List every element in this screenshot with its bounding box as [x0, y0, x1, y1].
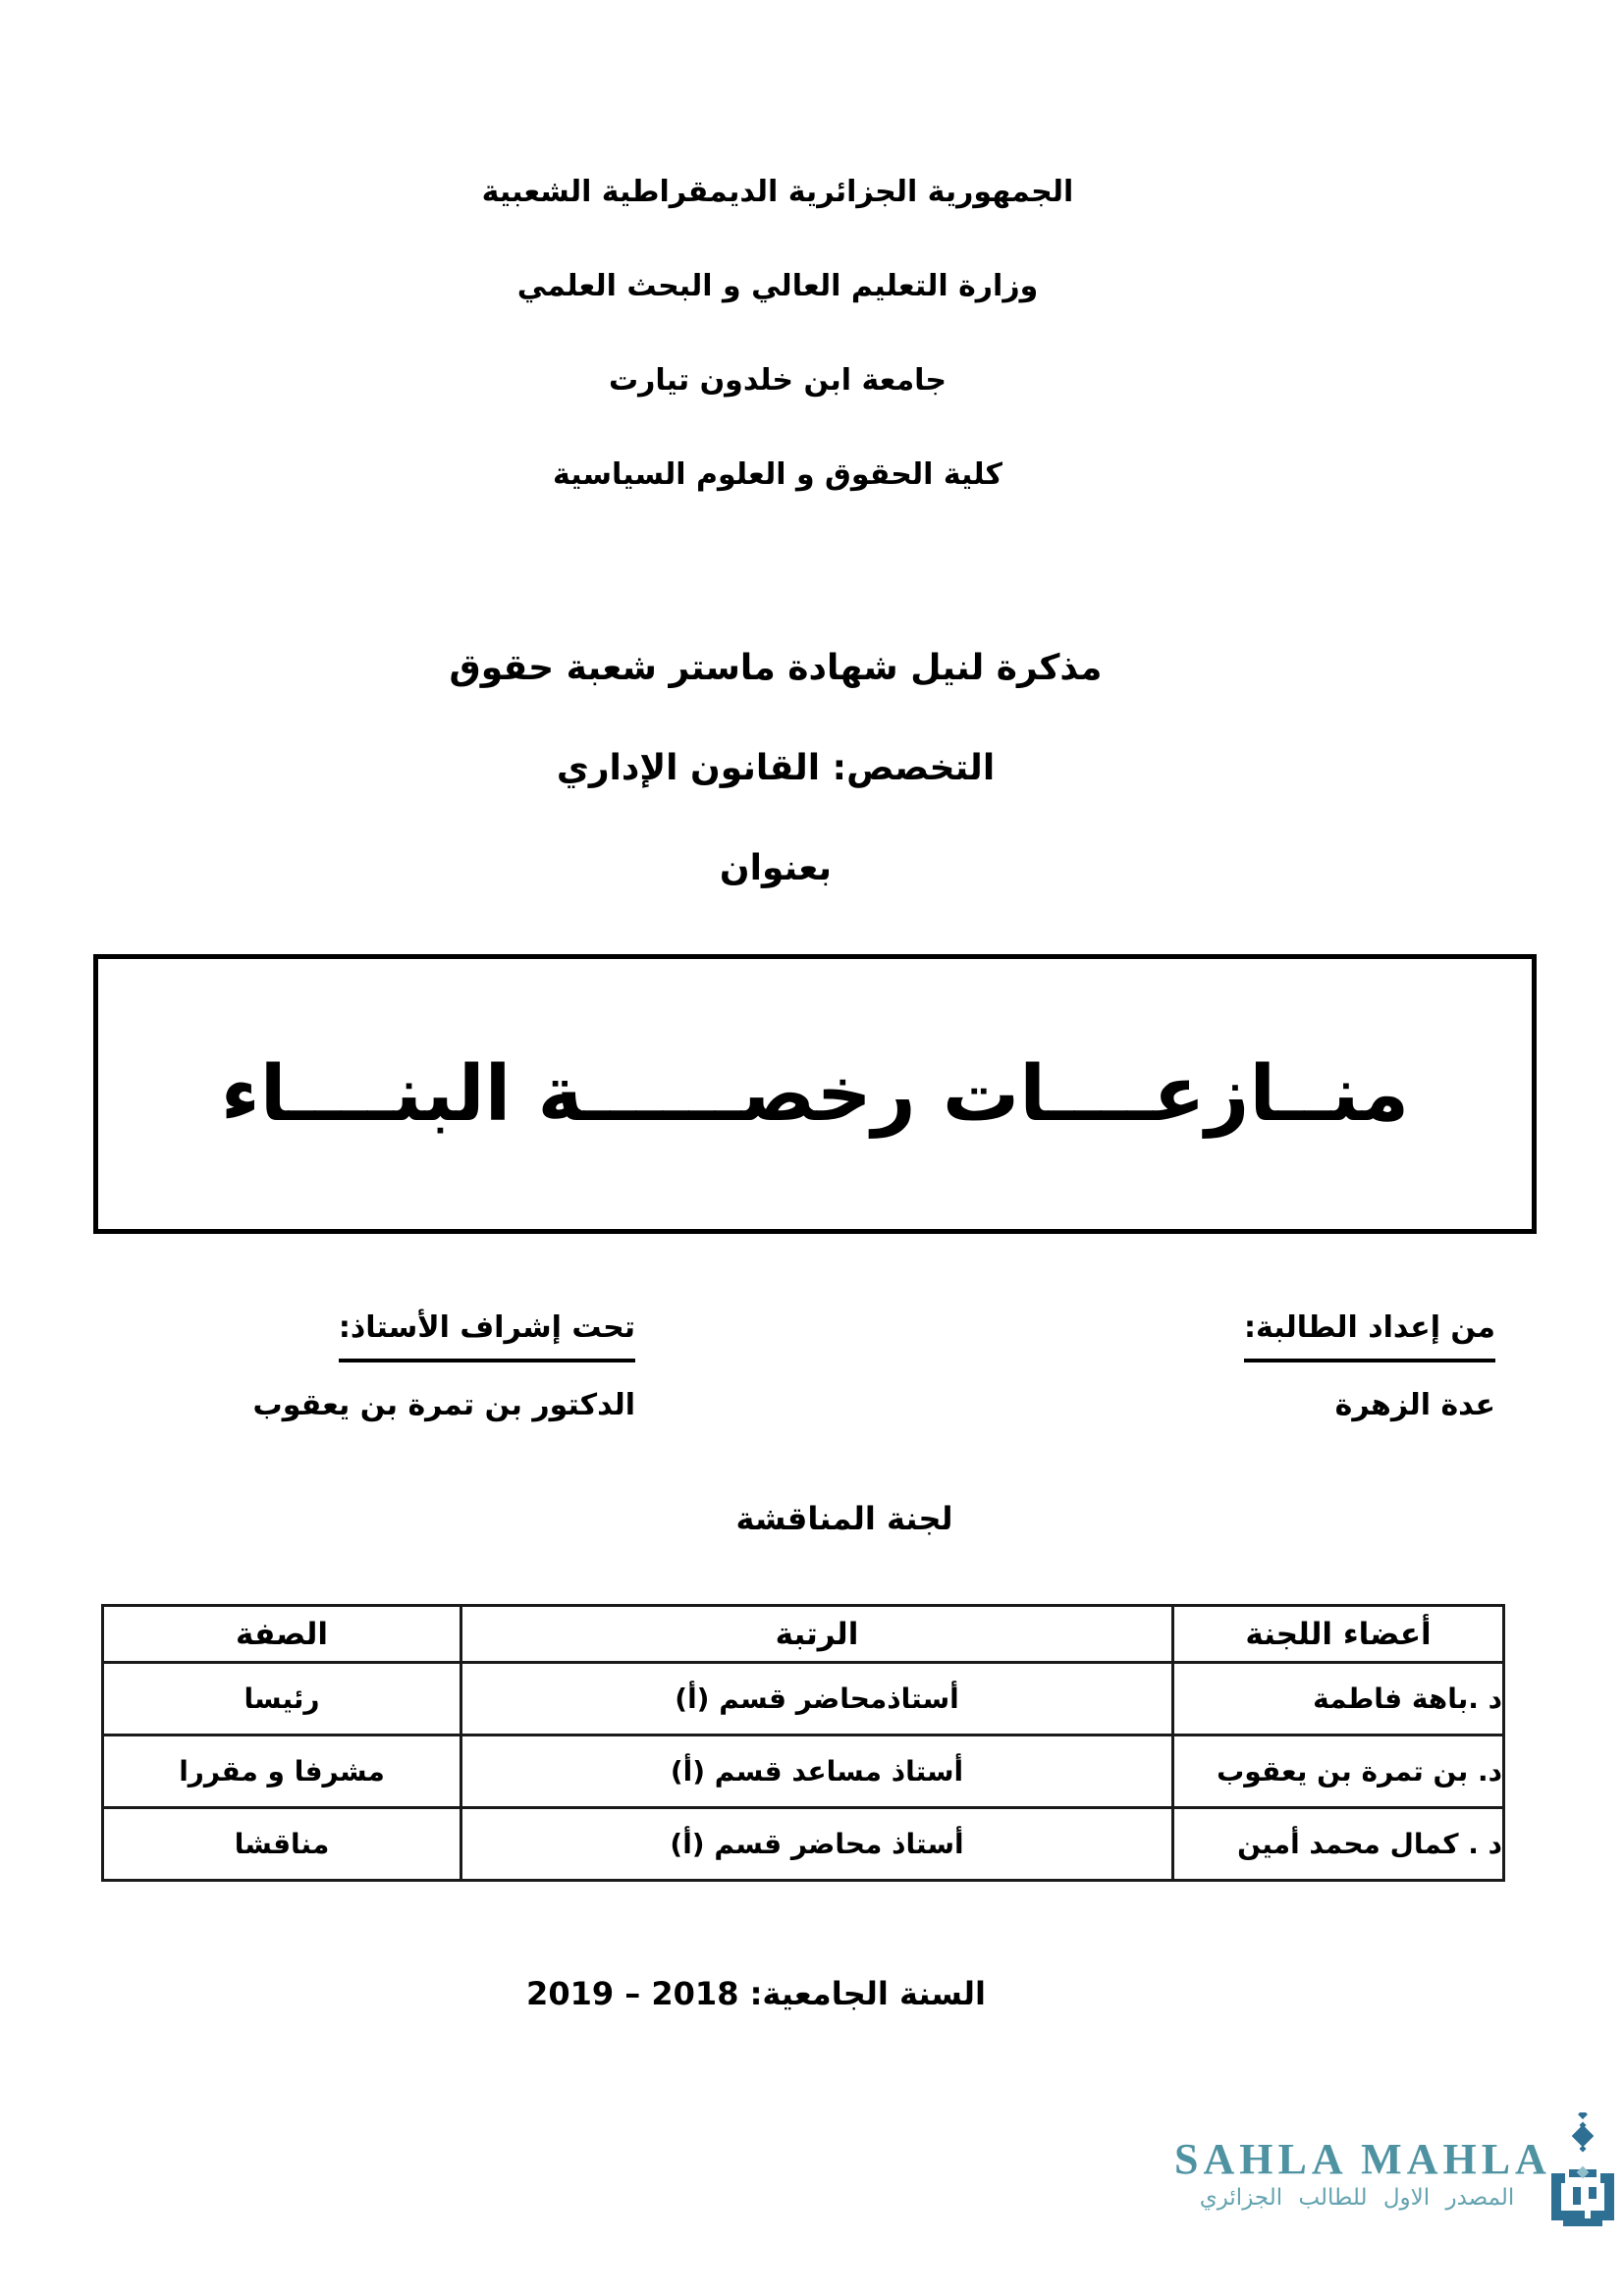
- ministry-line: وزارة التعليم العالي و البحث العلمي: [516, 269, 1039, 303]
- thesis-title: منــازعــــات رخصــــــة البنــــاء: [220, 1049, 1410, 1139]
- table-row: [103, 1735, 1504, 1808]
- logo-tagline: المصدر الاول للطالب الجزائري: [1199, 2185, 1515, 2211]
- committee-heading: لجنة المناقشة: [735, 1500, 953, 1537]
- university-line: جامعة ابن خلدون تيارت: [608, 363, 947, 398]
- member-name: د. بن تمرة بن يعقوب: [1173, 1735, 1504, 1808]
- supervisor-block: [253, 1310, 635, 1422]
- academic-year: السنة الجامعية: 2018 – 2019: [526, 1975, 986, 2012]
- supervisor-name: الدكتور بن تمرة بن يعقوب: [252, 1388, 635, 1422]
- supervisor-heading: تحت إشراف الأستاذ:: [339, 1310, 635, 1362]
- preparer-heading: من إعداد الطالبة:: [1244, 1310, 1495, 1362]
- logo-text: [1174, 2135, 1551, 2211]
- column-header-members: أعضاء اللجنة: [1173, 1606, 1504, 1663]
- thesis-title-box: [93, 954, 1537, 1234]
- table-row: [103, 1808, 1504, 1881]
- degree-line: مذكرة لنيل شهادة ماستر شعبة حقوق: [449, 648, 1103, 688]
- member-role: مناقشا: [103, 1808, 461, 1881]
- institution-header: [0, 145, 1555, 522]
- member-name: د .باهة فاطمة: [1173, 1663, 1504, 1735]
- preparer-block: [1244, 1310, 1495, 1422]
- preparer-name: عدة الزهرة: [1334, 1388, 1495, 1422]
- committee-table: [101, 1604, 1505, 1882]
- member-rank: أستاذمحاضر قسم (أ): [461, 1663, 1173, 1735]
- member-rank: أستاذ مساعد قسم (أ): [461, 1735, 1173, 1808]
- member-rank: أستاذ محاضر قسم (أ): [461, 1808, 1173, 1881]
- republic-line: الجمهورية الجزائرية الديمقراطية الشعبية: [481, 175, 1074, 209]
- kufic-calligraphy-icon: [1543, 2112, 1622, 2228]
- degree-intro: [0, 618, 1551, 919]
- column-header-role: الصفة: [103, 1606, 461, 1663]
- sahla-mahla-logo: [1168, 2110, 1624, 2238]
- titled-line: بعنوان: [719, 848, 833, 888]
- table-row: [103, 1663, 1504, 1735]
- specialty-line: التخصص: القانون الإداري: [556, 748, 996, 788]
- faculty-line: كلية الحقوق و العلوم السياسية: [553, 457, 1002, 492]
- column-header-rank: الرتبة: [461, 1606, 1173, 1663]
- member-name: د . كمال محمد أمين: [1173, 1808, 1504, 1881]
- member-role: رئيسا: [103, 1663, 461, 1735]
- member-role: مشرفا و مقررا: [103, 1735, 461, 1808]
- logo-wordmark: SAHLA MAHLA: [1174, 2135, 1551, 2183]
- committee-header-row: [103, 1606, 1504, 1663]
